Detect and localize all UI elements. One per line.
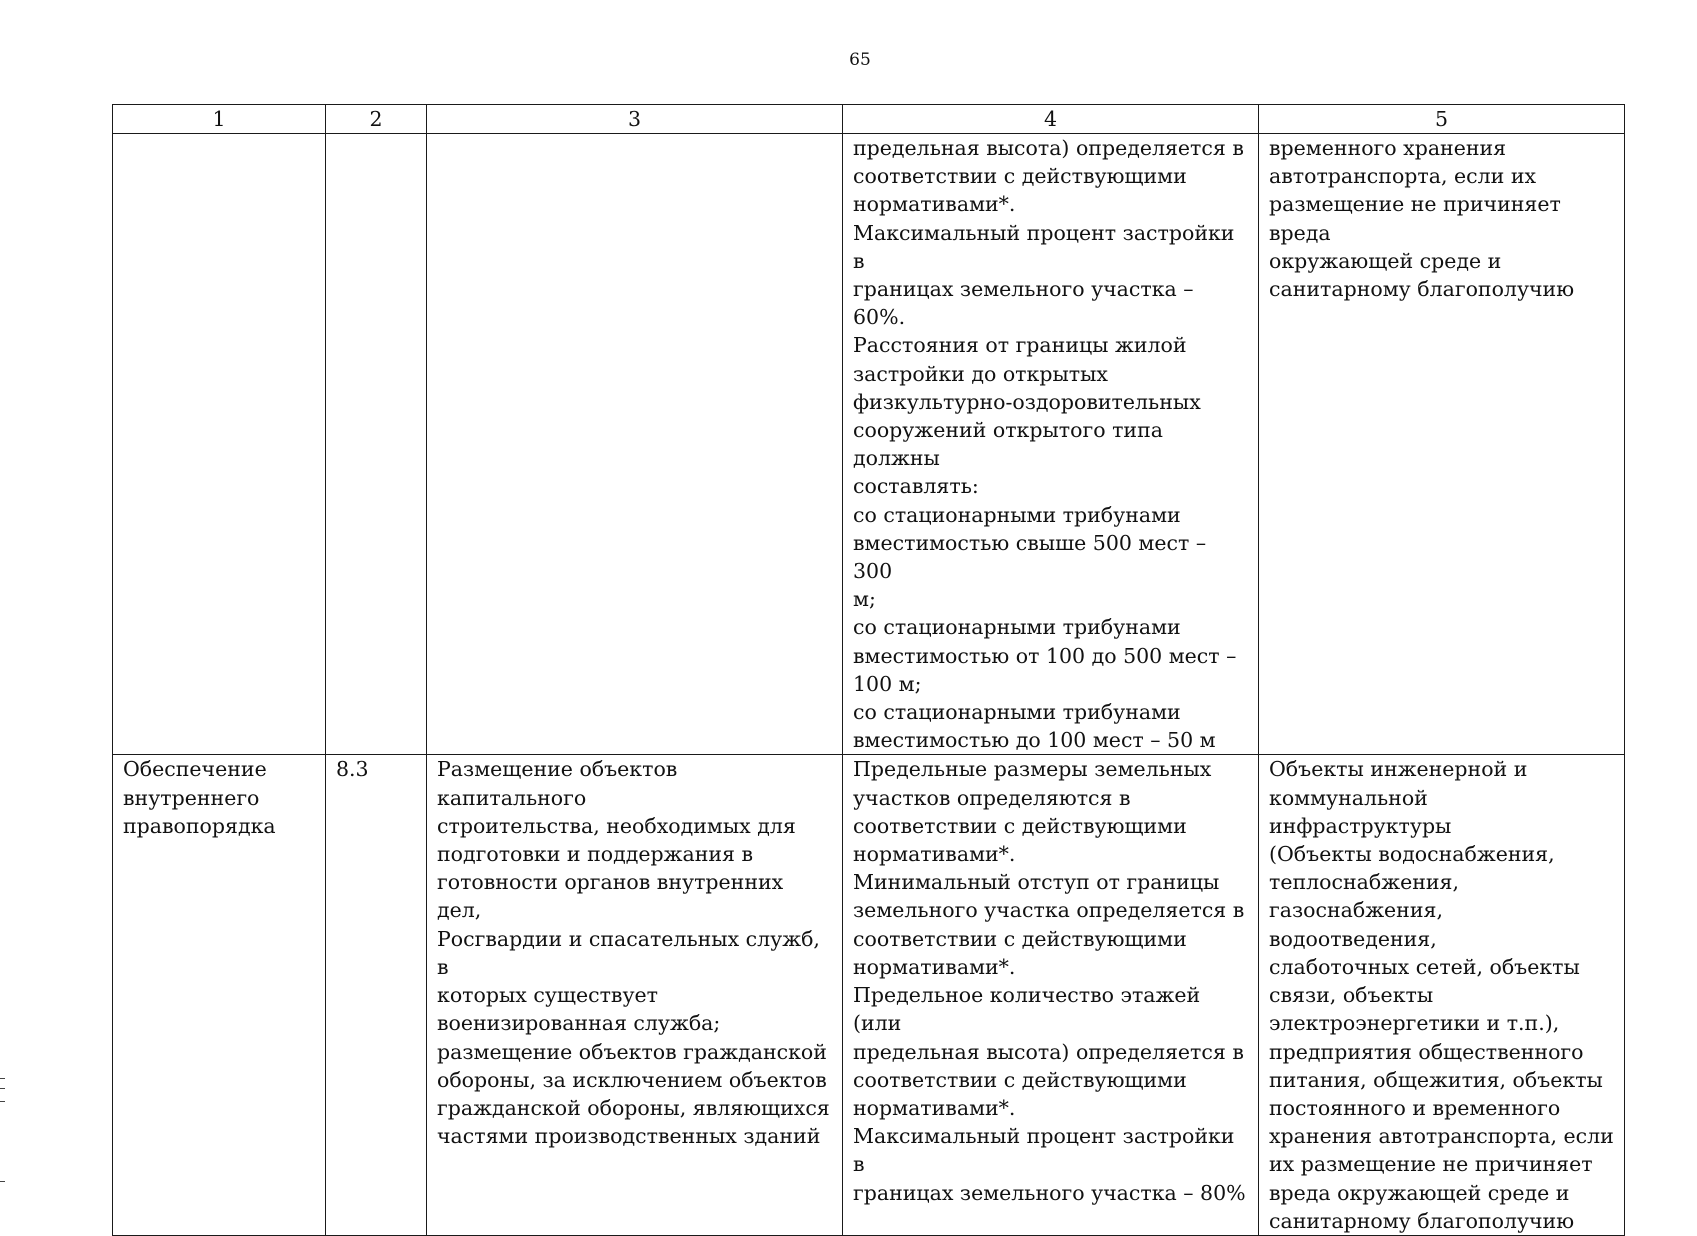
cell-use-name (113, 134, 326, 755)
header-col-5: 5 (1259, 105, 1625, 134)
header-col-2: 2 (326, 105, 427, 134)
header-col-1: 1 (113, 105, 326, 134)
cell-parameters: Предельные размеры земельных участков определяются в соответствии с действующими нормативами*. Минимальный отступ от границы земельного участка определяется в соответствии с действующими нормативами*. Предельное количество этажей (или предельная высота) определяется в соответствии с действующими нормативами*. Максимальный процент застройки в границах земельного участка – 80% (843, 755, 1259, 1235)
header-col-4: 4 (843, 105, 1259, 134)
table-row (113, 134, 1625, 755)
table-row (113, 755, 1625, 1235)
cell-auxiliary-uses: Объекты инженерной и коммунальной инфраструктуры (Объекты водоснабжения, теплоснабжения, газоснабжения, водоотведения, слаботочных сетей, объекты связи, объекты электроэнергетики и т.п.), предприятия общественного питания, общежития, объекты постоянного и временного хранения автотранспорта, если их размещение не причиняет вреда окружающей среде и санитарному благополучию (1259, 755, 1625, 1235)
cell-code (326, 134, 427, 755)
table-header-row (113, 105, 1625, 134)
zoning-table (112, 104, 1625, 1236)
cell-use-name: Обеспечение внутреннего правопорядка (113, 755, 326, 1235)
cell-code: 8.3 (326, 755, 427, 1235)
page-number: 65 (849, 50, 871, 70)
header-col-3: 3 (427, 105, 843, 134)
cell-parameters: предельная высота) определяется в соответствии с действующими нормативами*. Максимальный процент застройки в границах земельного участка – 60%. Расстояния от границы жилой застройки до открытых физкультурно-оздоровительных сооружений открытого типа должны составлять: со стационарными трибунами вместимостью свыше 500 мест – 300 м; со стационарными трибунами вместимостью от 100 до 500 мест – 100 м; со стационарными трибунами вместимостью до 100 мест – 50 м (843, 134, 1259, 755)
cell-description (427, 134, 843, 755)
scan-margin-dash (0, 1181, 5, 1182)
cell-auxiliary-uses: временного хранения автотранспорта, если их размещение не причиняет вреда окружающей среде и санитарному благополучию (1259, 134, 1625, 755)
scan-margin-mark (0, 1078, 5, 1102)
cell-description: Размещение объектов капитального строительства, необходимых для подготовки и поддержания в готовности органов внутренних дел, Росгвардии и спасательных служб, в которых существует военизированная служба; размещение объектов гражданской обороны, за исключением объектов гражданской обороны, являющихся частями производственных зданий (427, 755, 843, 1235)
